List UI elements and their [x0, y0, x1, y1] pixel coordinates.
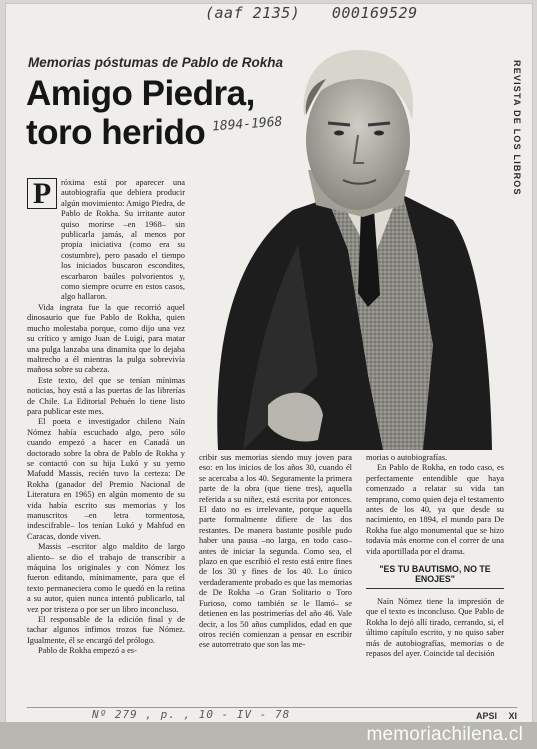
catalog-handwriting: (aaf 2135): [205, 4, 301, 22]
lead-paragraph: [27, 178, 185, 303]
article-column-1: [27, 178, 185, 657]
handwritten-catalog-note: [205, 4, 418, 22]
paragraph: El responsable de la edición final y de tachar algunos ínfimos trozos fue Nómez. Igualmente, él se encargó del prólogo.: [27, 615, 185, 645]
paragraph: morias o autobiografías.: [366, 453, 448, 462]
handwritten-dates: 1894-1968: [211, 114, 283, 135]
section-label: REVISTA DE LOS LIBROS: [512, 60, 522, 196]
lead-text: róxima está por aparecer una autobiografía que debiera producir algún movimiento: Amigo Piedra, de Pablo de Rokha. Su irritante autor quiso morirse –en 1968– sin publicarla jamás, al menos por propia iniciativa (como era su costumbre), pero pasado el tiempo los iniciados buscaron escondites, escarbaron baúles polvorientos y, como siempre ocurre en estos casos, algo hallaron.: [61, 178, 185, 302]
watermark-bar: [0, 722, 537, 749]
section-subhead: "ES TU BAUTISMO, NO TE ENOJES": [366, 564, 504, 589]
paragraph: Pablo de Rokha empezó a es-: [38, 646, 137, 656]
paragraph: Massis –escritor algo maldito de largo aliento– se dio el trabajo de transcribir a máquina los originales y con Nómez los fueron editando, mínimamente, para que el texto permaneciera como le quedó en la retina a su autor, quien nunca intentó publicarlo, tal vez por tristeza o por ser un libro inconcluso.: [27, 542, 185, 614]
article-column-2: [199, 453, 352, 651]
headline-line-2: toro herido: [26, 113, 206, 152]
drop-cap: P: [27, 178, 57, 209]
paragraph: Naín Nómez tiene la impresión de que el texto es inconcluso. Que Pablo de Rokha lo dejó allí tirado, cerrando, si, el último capítulo escrito, y no quiso saber más de autobiografías, memorias o de repasos del ayer. Coincide tal decisión: [366, 597, 504, 659]
page-number: XI: [508, 711, 517, 721]
paragraph: El poeta e investigador chileno Naín Nómez había escuchado algo, pero sólo cuando empezó a hacer en Canadá un doctorado sobre la obra de Pablo de Rokha y se contactó con su hija Lukó y su yerno Mafudd Massis, recién tuvo la certeza: De Rokha (ganador del Premio Nacional de Literatura en 1965) en algún momento de su vida había escrito sus memorias y los manuscritos –en letra tormentosa, indescifrable– los tenían Lukó y Mahfud en Caracas, donde viven.: [27, 417, 185, 541]
headline-line-1: Amigo Piedra,: [26, 74, 255, 113]
portrait-photo: [198, 45, 492, 450]
watermark-text[interactable]: memoriachilena.cl: [366, 724, 523, 745]
paragraph: En Pablo de Rokha, en todo caso, es perfectamente entendible que haya comenzado a relatar su vida tan temprano, como quien deja el testamento antes de los 40, ya que desde su nacimiento, en 1894, el mundo para De Rokha fue algo monumental que se hizo todavía más enorme con el correr de una vida aportillada por el drama.: [366, 463, 504, 556]
paragraph: Vida ingrata fue la que recorrió aquel dinosaurio que fue Pablo de Rokha, quien mucho molestaba porque, como dijo una vez su crítico y amigo Juan de Luigi, para matar una pulga lanzaba una dinamita que lo dejaba maltrecho a él mientras la pulga sobrevivía mañosa sobre su cabeza.: [27, 302, 185, 375]
code-handwriting: 000169529: [331, 4, 418, 22]
portrait-illustration: [198, 45, 492, 450]
article-column-3: [366, 453, 504, 660]
publication-name: APSI: [475, 711, 497, 721]
paragraph: Este texto, del que se tenían mínimas noticias, hoy está a las puertas de las librerías de Chile. La Editorial Pehuén lo tiene listo para publicar este mes.: [27, 375, 185, 416]
paragraph: cribir sus memorias siendo muy joven para eso: en los inicios de los años 30, cuando él se acercaba a los 40. Seguramente la primera parte de la obra (que tiene tres), aquella referida a su niñez, está escrita por entonces. El dato no es irrelevante, porque aquella parte formalmente difiere de las dos restantes. De manera bastante posible pudo haber una pausa –no larga, en todo caso– antes de iniciar la segunda. Como sea, el plazo en que escribió el resto está entre fines de los 30 y fines de los 40. Lo único verdaderamente probado es que las memorias de De Rokha –o Gran Solitario o Toro Furioso, como también se le llamó– se detienen en las postrimerías del año 46. Vale decir, a los 50 años cumplidos, edad en que otros recién comienzan a pensar en escribir ese autorretrato que son las me-: [199, 453, 352, 650]
article-kicker: Memorias póstumas de Pablo de Rokha: [28, 55, 284, 70]
handwritten-issue-note: Nº 279 , p. , 10 - IV - 78: [92, 708, 291, 721]
